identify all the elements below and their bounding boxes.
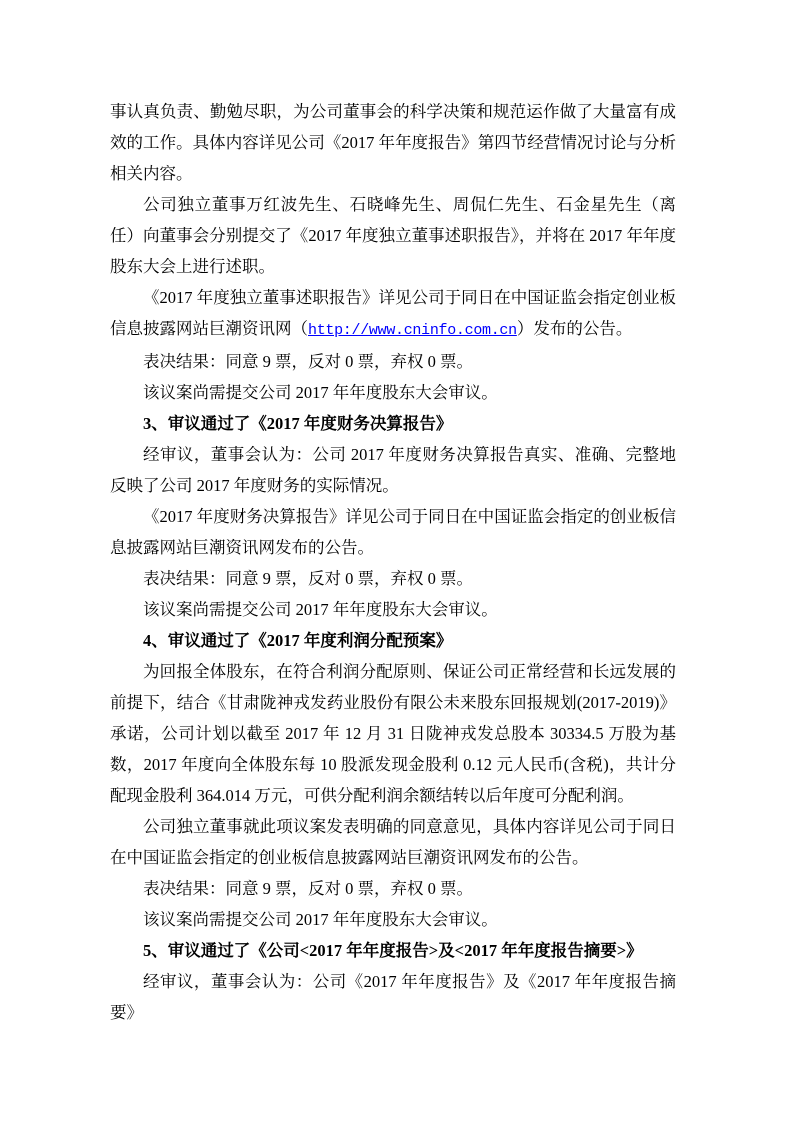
section-5-heading: 5、审议通过了《公司<2017 年年度报告>及<2017 年年度报告摘要>》 [143, 941, 643, 960]
paragraph-independent-directors: 公司独立董事万红波先生、石晓峰先生、周侃仁先生、石金星先生（离任）向董事会分别提交了《2017 年度独立董事述职报告》，并将在 2017 年年度股东大会上进行述职。 [110, 195, 676, 276]
paragraph-annual-report-opinion: 经审议，董事会认为：公司《2017 年年度报告》及《2017 年年度报告摘要》 [110, 972, 676, 1022]
vote-result-item-2: 表决结果：同意 9 票，反对 0 票，弃权 0 票。 [143, 352, 473, 371]
document-body [110, 96, 676, 1028]
paragraph-report-disclosure [110, 282, 676, 346]
paragraph-continuation: 事认真负责、勤勉尽职，为公司董事会的科学决策和规范运作做了大量富有成效的工作。具体内容详见公司《2017 年年度报告》第四节经营情况讨论与分析相关内容。 [110, 102, 676, 183]
paragraph-directors-opinion: 公司独立董事就此项议案发表明确的同意意见，具体内容详见公司于同日在中国证监会指定的创业板信息披露网站巨潮资讯网发布的公告。 [110, 817, 676, 867]
section-3-heading: 3、审议通过了《2017 年度财务决算报告》 [143, 414, 453, 433]
paragraph-profit-distribution-plan: 为回报全体股东，在符合利润分配原则、保证公司正常经营和长远发展的前提下，结合《甘肃陇神戎发药业股份有限公未来股东回报规划(2017-2019)》承诺，公司计划以截至 2017 年 12 月 31 日陇神戎发总股本 30334.5 万股为基数，2017 年度向全体股东每 10 股派发现金股利 0.12 元人民币(含税)，共计分配现金股利 364.014 万元，可供分配利润余额结转以后年度可分配利润。 [110, 662, 676, 805]
paragraph-link-suffix: ）发布的公告。 [516, 319, 633, 338]
section-4-heading: 4、审议通过了《2017 年度利润分配预案》 [143, 631, 453, 650]
submission-note-item-4: 该议案尚需提交公司 2017 年年度股东大会审议。 [143, 910, 498, 929]
cninfo-link[interactable]: http://www.cninfo.com.cn [308, 322, 517, 339]
paragraph-link-prefix: 《2017 年度独立董事述职报告》详见公司于同日在中国证监会指定创业板信息披露网站巨潮资讯网（ [110, 288, 676, 338]
vote-result-item-4: 表决结果：同意 9 票，反对 0 票，弃权 0 票。 [143, 879, 473, 898]
submission-note-item-2: 该议案尚需提交公司 2017 年年度股东大会审议。 [143, 383, 498, 402]
submission-note-item-3: 该议案尚需提交公司 2017 年年度股东大会审议。 [143, 600, 498, 619]
paragraph-financial-report-opinion: 经审议，董事会认为：公司 2017 年度财务决算报告真实、准确、完整地反映了公司 2017 年度财务的实际情况。 [110, 445, 676, 495]
vote-result-item-3: 表决结果：同意 9 票，反对 0 票，弃权 0 票。 [143, 569, 473, 588]
paragraph-financial-report-disclosure: 《2017 年度财务决算报告》详见公司于同日在中国证监会指定的创业板信息披露网站巨潮资讯网发布的公告。 [110, 507, 676, 557]
